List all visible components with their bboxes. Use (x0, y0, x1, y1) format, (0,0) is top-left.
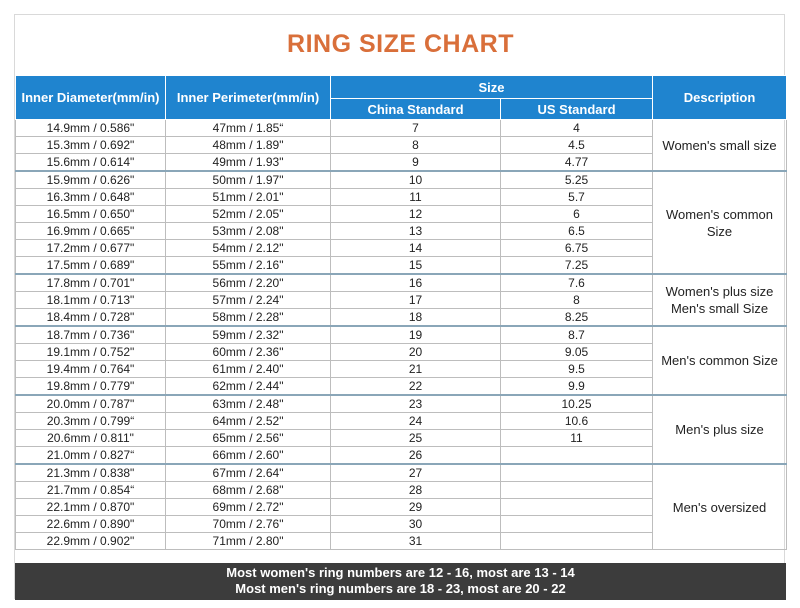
cell-inner-perimeter: 63mm / 2.48" (166, 395, 331, 413)
cell-china-standard: 21 (331, 361, 501, 378)
cell-us-standard: 6.5 (501, 223, 653, 240)
header-china-standard: China Standard (331, 99, 501, 120)
footer-line-men: Most men's ring numbers are 18 - 23, most are 20 - 22 (235, 581, 566, 596)
cell-inner-perimeter: 62mm / 2.44" (166, 378, 331, 396)
cell-inner-diameter: 17.2mm / 0.677" (16, 240, 166, 257)
cell-us-standard: 7.25 (501, 257, 653, 275)
cell-us-standard: 6 (501, 206, 653, 223)
cell-us-standard (501, 447, 653, 465)
description-line: Women's plus size (665, 284, 774, 299)
cell-inner-diameter: 16.9mm / 0.665" (16, 223, 166, 240)
page-title: RING SIZE CHART (287, 30, 514, 58)
cell-inner-diameter: 18.1mm / 0.713" (16, 292, 166, 309)
cell-inner-diameter: 20.0mm / 0.787" (16, 395, 166, 413)
cell-china-standard: 19 (331, 326, 501, 344)
cell-china-standard: 27 (331, 464, 501, 482)
cell-inner-diameter: 22.6mm / 0.890" (16, 516, 166, 533)
footer-line-women: Most women's ring numbers are 12 - 16, most are 13 - 14 (226, 565, 575, 580)
cell-inner-perimeter: 59mm / 2.32" (166, 326, 331, 344)
cell-description (653, 171, 787, 274)
cell-us-standard: 4.77 (501, 154, 653, 172)
cell-inner-perimeter: 70mm / 2.76" (166, 516, 331, 533)
cell-inner-perimeter: 66mm / 2.60" (166, 447, 331, 465)
description-line: Women's common (666, 206, 774, 222)
cell-inner-diameter: 18.4mm / 0.728" (16, 309, 166, 327)
cell-china-standard: 26 (331, 447, 501, 465)
cell-us-standard: 7.6 (501, 274, 653, 292)
header-inner-diameter: Inner Diameter(mm/in) (16, 76, 166, 120)
cell-description (653, 326, 787, 395)
cell-inner-diameter: 20.3mm / 0.799“ (16, 413, 166, 430)
table-row (16, 395, 787, 413)
cell-inner-diameter: 16.3mm / 0.648" (16, 189, 166, 206)
cell-us-standard: 9.9 (501, 378, 653, 396)
cell-inner-perimeter: 64mm / 2.52" (166, 413, 331, 430)
cell-us-standard: 9.5 (501, 361, 653, 378)
cell-china-standard: 8 (331, 137, 501, 154)
ring-size-chart (14, 14, 785, 599)
table-row (16, 326, 787, 344)
description-line: Men's plus size (675, 422, 764, 437)
cell-inner-diameter: 19.4mm / 0.764" (16, 361, 166, 378)
description-line: Men's common Size (661, 353, 778, 368)
header-description: Description (653, 76, 787, 120)
cell-china-standard: 20 (331, 344, 501, 361)
cell-inner-perimeter: 51mm / 2.01" (166, 189, 331, 206)
cell-us-standard (501, 516, 653, 533)
description-line: Men's small Size (670, 301, 769, 316)
cell-china-standard: 10 (331, 171, 501, 189)
cell-inner-diameter: 19.1mm / 0.752" (16, 344, 166, 361)
header-inner-perimeter: Inner Perimeter(mm/in) (166, 76, 331, 120)
cell-inner-perimeter: 47mm / 1.85“ (166, 120, 331, 137)
cell-inner-perimeter: 57mm / 2.24" (166, 292, 331, 309)
cell-us-standard: 8.25 (501, 309, 653, 327)
cell-china-standard: 23 (331, 395, 501, 413)
cell-inner-diameter: 20.6mm / 0.811" (16, 430, 166, 447)
cell-china-standard: 14 (331, 240, 501, 257)
cell-china-standard: 25 (331, 430, 501, 447)
cell-us-standard: 11 (501, 430, 653, 447)
cell-description (653, 464, 787, 550)
cell-inner-diameter: 15.9mm / 0.626" (16, 171, 166, 189)
cell-inner-perimeter: 65mm / 2.56" (166, 430, 331, 447)
cell-us-standard: 10.6 (501, 413, 653, 430)
footer-note (15, 563, 786, 600)
cell-china-standard: 7 (331, 120, 501, 137)
cell-inner-diameter: 22.9mm / 0.902" (16, 533, 166, 550)
cell-inner-perimeter: 69mm / 2.72" (166, 499, 331, 516)
cell-inner-perimeter: 68mm / 2.68" (166, 482, 331, 499)
table-row (16, 274, 787, 292)
cell-description (653, 120, 787, 172)
cell-inner-diameter: 21.0mm / 0.827“ (16, 447, 166, 465)
cell-inner-perimeter: 55mm / 2.16" (166, 257, 331, 275)
cell-us-standard (501, 533, 653, 550)
table-row (16, 171, 787, 189)
cell-china-standard: 15 (331, 257, 501, 275)
cell-china-standard: 30 (331, 516, 501, 533)
cell-china-standard: 17 (331, 292, 501, 309)
cell-inner-perimeter: 56mm / 2.20" (166, 274, 331, 292)
cell-inner-diameter: 19.8mm / 0.779" (16, 378, 166, 396)
cell-inner-perimeter: 58mm / 2.28" (166, 309, 331, 327)
cell-inner-diameter: 17.8mm / 0.701" (16, 274, 166, 292)
cell-inner-perimeter: 71mm / 2.80" (166, 533, 331, 550)
cell-us-standard (501, 499, 653, 516)
cell-inner-perimeter: 48mm / 1.89" (166, 137, 331, 154)
cell-china-standard: 9 (331, 154, 501, 172)
cell-china-standard: 12 (331, 206, 501, 223)
cell-china-standard: 29 (331, 499, 501, 516)
cell-inner-perimeter: 60mm / 2.36" (166, 344, 331, 361)
cell-us-standard: 9.05 (501, 344, 653, 361)
cell-inner-perimeter: 50mm / 1.97" (166, 171, 331, 189)
cell-inner-diameter: 22.1mm / 0.870" (16, 499, 166, 516)
cell-us-standard: 6.75 (501, 240, 653, 257)
description-line: Men's oversized (672, 499, 767, 515)
cell-china-standard: 11 (331, 189, 501, 206)
cell-china-standard: 31 (331, 533, 501, 550)
cell-inner-diameter: 15.6mm / 0.614" (16, 154, 166, 172)
cell-china-standard: 22 (331, 378, 501, 396)
description-line: Size (706, 223, 733, 239)
cell-china-standard: 28 (331, 482, 501, 499)
cell-china-standard: 13 (331, 223, 501, 240)
table-body (16, 120, 787, 550)
cell-description (653, 274, 787, 326)
cell-inner-perimeter: 54mm / 2.12" (166, 240, 331, 257)
cell-inner-diameter: 16.5mm / 0.650" (16, 206, 166, 223)
header-us-standard: US Standard (501, 99, 653, 120)
cell-china-standard: 16 (331, 274, 501, 292)
cell-inner-diameter: 15.3mm / 0.692" (16, 137, 166, 154)
description-line: Women's small size (662, 137, 777, 153)
cell-us-standard: 5.7 (501, 189, 653, 206)
cell-inner-diameter: 14.9mm / 0.586" (16, 120, 166, 137)
cell-inner-diameter: 21.7mm / 0.854“ (16, 482, 166, 499)
cell-inner-perimeter: 52mm / 2.05" (166, 206, 331, 223)
cell-china-standard: 24 (331, 413, 501, 430)
cell-us-standard (501, 464, 653, 482)
cell-inner-perimeter: 61mm / 2.40" (166, 361, 331, 378)
ring-size-table (15, 75, 787, 550)
cell-inner-diameter: 17.5mm / 0.689" (16, 257, 166, 275)
cell-us-standard: 4.5 (501, 137, 653, 154)
cell-inner-diameter: 18.7mm / 0.736" (16, 326, 166, 344)
table-row (16, 464, 787, 482)
cell-inner-perimeter: 67mm / 2.64" (166, 464, 331, 482)
cell-description (653, 395, 787, 464)
cell-us-standard: 5.25 (501, 171, 653, 189)
cell-us-standard: 8 (501, 292, 653, 309)
cell-inner-perimeter: 49mm / 1.93" (166, 154, 331, 172)
cell-us-standard: 4 (501, 120, 653, 137)
header-size: Size (331, 76, 653, 99)
cell-china-standard: 18 (331, 309, 501, 327)
cell-us-standard: 8.7 (501, 326, 653, 344)
cell-inner-diameter: 21.3mm / 0.838" (16, 464, 166, 482)
cell-inner-perimeter: 53mm / 2.08" (166, 223, 331, 240)
cell-us-standard (501, 482, 653, 499)
table-row (16, 120, 787, 137)
cell-us-standard: 10.25 (501, 395, 653, 413)
